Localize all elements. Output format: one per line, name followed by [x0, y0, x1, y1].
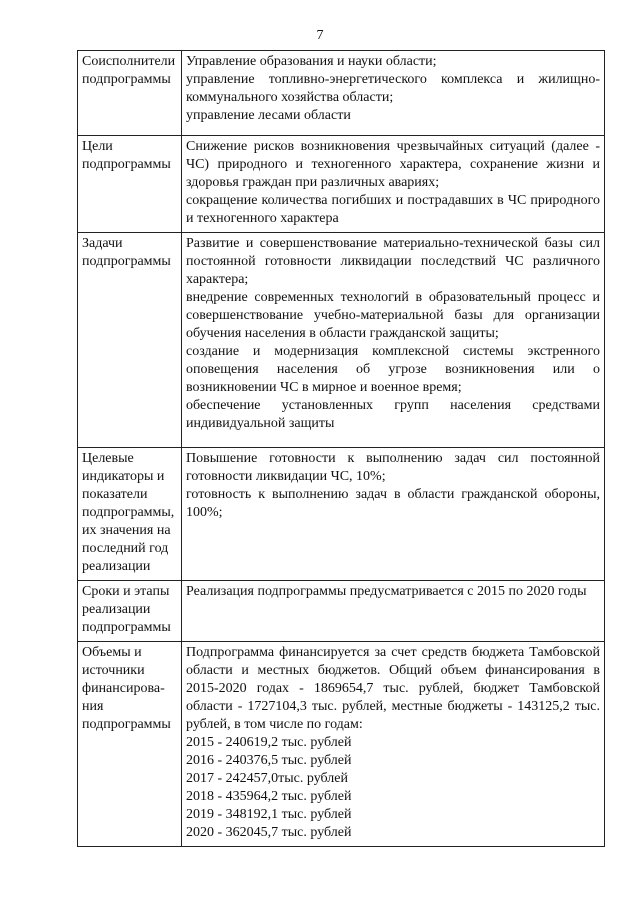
row-target-indicators — [78, 448, 605, 581]
row-coexecutors — [78, 51, 605, 136]
funding-year-line: 2016 - 240376,5 тыс. рублей — [186, 753, 352, 768]
label-line: Задачи — [82, 236, 123, 251]
label-line: Целевые — [82, 451, 134, 466]
value-line: управление лесами области — [186, 108, 351, 123]
funding-year-line: 2017 - 242457,0тыс. рублей — [186, 771, 348, 786]
row-value — [182, 233, 605, 448]
funding-year-line: 2019 - 348192,1 тыс. рублей — [186, 807, 352, 822]
value-line: сокращение количества погибших и пострадавших в ЧС природного и техногенного характера — [186, 193, 600, 226]
label-line: подпрограммы — [82, 72, 171, 87]
label-line: Объемы и — [82, 645, 142, 660]
value-line: управление топливно-энергетического комплекса и жилищно-коммунального хозяйства области; — [186, 72, 600, 105]
label-line: Цели — [82, 139, 113, 154]
label-line: подпрограммы — [82, 157, 171, 172]
label-line: последний год — [82, 541, 169, 556]
row-value — [182, 581, 605, 642]
value-line: создание и модернизация комплексной системы экстренного оповещения населения об угрозе возникновения или о возникновении ЧС в мирное и военное время; — [186, 344, 600, 395]
value-line: Повышение готовности к выполнению задач сил постоянной готовности ликвидации ЧС, 10%; — [186, 451, 600, 484]
label-line: индикаторы и — [82, 469, 165, 484]
value-line: Управление образования и науки области; — [186, 54, 437, 69]
label-line: подпрограммы, — [82, 505, 175, 520]
value-line: Подпрограмма финансируется за счет средств бюджета Тамбовской области и местных бюджетов. Общий объем финансирования в 2015-2020 годах - 1869654,7 тыс. рублей, бюджет Тамбовской области - 1727104,3 тыс. рублей, местные бюджеты - 143125,2 тыс. рублей, в том числе по годам: — [186, 645, 600, 732]
funding-year-line: 2015 - 240619,2 тыс. рублей — [186, 735, 352, 750]
funding-year-line: 2020 - 362045,7 тыс. рублей — [186, 825, 352, 840]
label-line: подпрограммы — [82, 717, 171, 732]
row-goals — [78, 136, 605, 233]
row-label — [78, 642, 182, 847]
row-value — [182, 136, 605, 233]
subprogram-passport-table — [77, 50, 605, 847]
value-line: внедрение современных технологий в образовательный процесс и совершенствование учебно-материальной базы для организации обучения населения в области гражданской защиты; — [186, 290, 600, 341]
row-value — [182, 642, 605, 847]
label-line: показатели — [82, 487, 148, 502]
page-number: 7 — [316, 28, 324, 43]
value-line: Развитие и совершенствование материально-технической базы сил постоянной готовности ликвидации последствий ЧС различного характера; — [186, 236, 600, 287]
row-value — [182, 51, 605, 136]
label-line: реализации — [82, 559, 151, 574]
label-line: их значения на — [82, 523, 171, 538]
label-line: реализации — [82, 602, 151, 617]
row-label — [78, 581, 182, 642]
value-line: Снижение рисков возникновения чрезвычайных ситуаций (далее - ЧС) природного и техногенного характера, сохранение жизни и здоровья граждан при различных авариях; — [186, 139, 600, 190]
label-line: ния — [82, 699, 104, 714]
row-label — [78, 136, 182, 233]
label-line: подпрограммы — [82, 254, 171, 269]
row-tasks — [78, 233, 605, 448]
value-line: готовность к выполнению задач в области гражданской обороны, 100%; — [186, 487, 600, 520]
row-funding — [78, 642, 605, 847]
label-line: подпрограммы — [82, 620, 171, 635]
label-line: финансирова- — [82, 681, 165, 696]
row-label — [78, 448, 182, 581]
value-line: обеспечение установленных групп населения средствами индивидуальной защиты — [186, 398, 600, 431]
row-label — [78, 233, 182, 448]
value-line: Реализация подпрограммы предусматривается с 2015 по 2020 годы — [186, 584, 587, 599]
label-line: Соисполнители — [82, 54, 176, 69]
label-line: источники — [82, 663, 145, 678]
row-value — [182, 448, 605, 581]
row-label — [78, 51, 182, 136]
row-timeline — [78, 581, 605, 642]
label-line: Сроки и этапы — [82, 584, 170, 599]
funding-year-line: 2018 - 435964,2 тыс. рублей — [186, 789, 352, 804]
